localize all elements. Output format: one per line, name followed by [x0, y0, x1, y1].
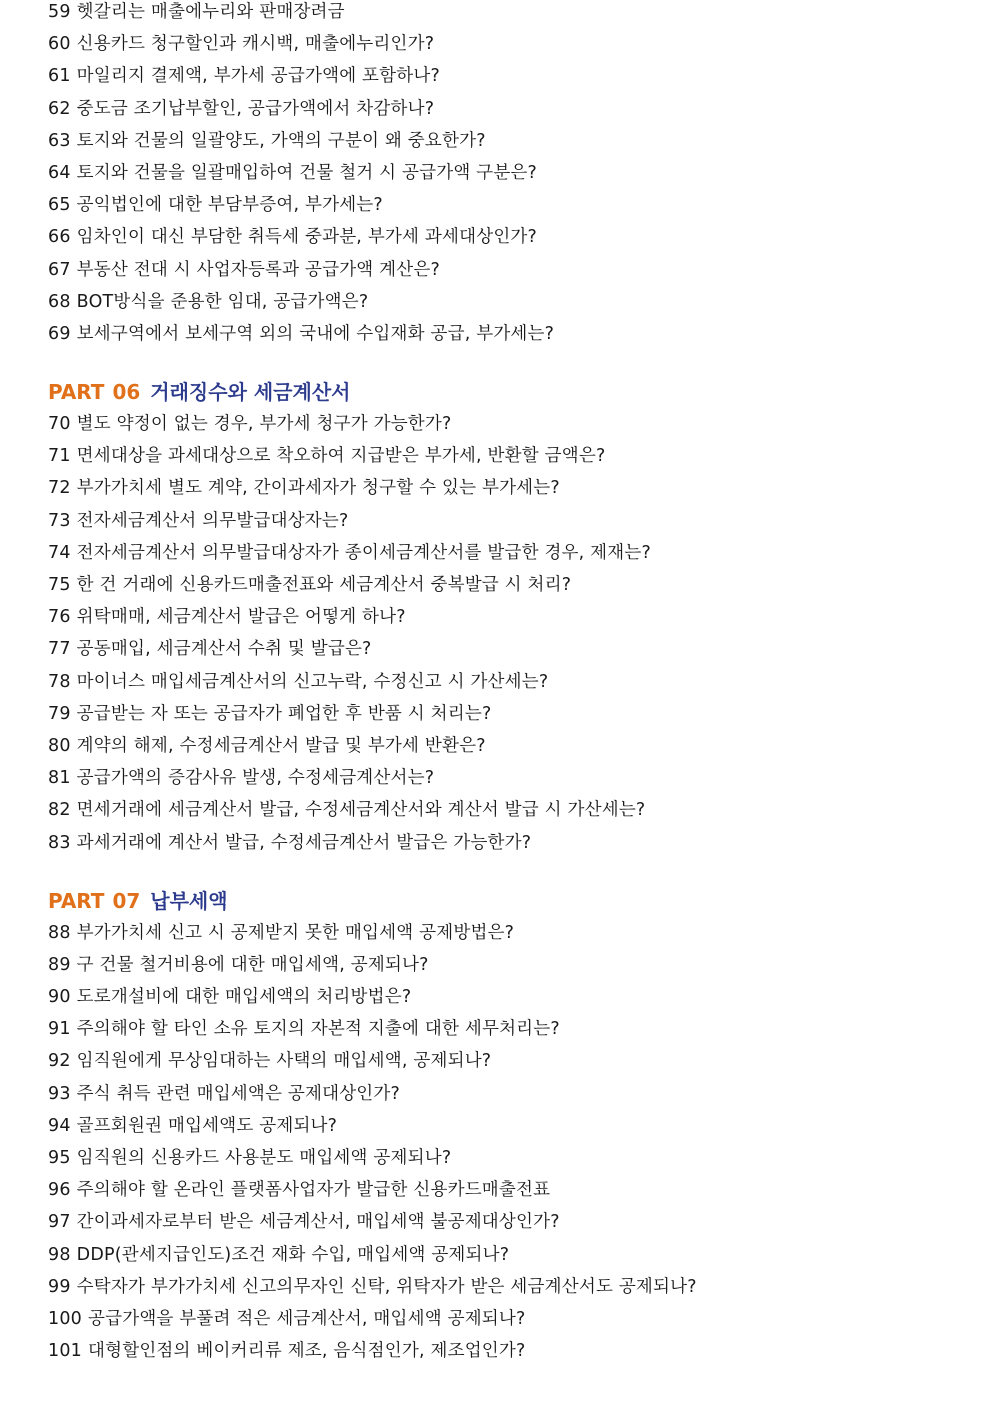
item-number: 93 — [48, 1083, 71, 1104]
item-number: 80 — [48, 735, 71, 756]
list-item — [48, 921, 968, 953]
table-of-contents — [48, 0, 968, 1371]
item-text: 주의해야 할 타인 소유 토지의 자본적 지출에 대한 세무처리는? — [76, 1019, 560, 1040]
item-text: 부동산 전대 시 사업자등록과 공급가액 계산은? — [76, 259, 440, 280]
list-item — [48, 798, 968, 830]
section-a-list — [48, 0, 968, 354]
item-text: 별도 약정이 없는 경우, 부가세 청구가 가능한가? — [76, 414, 452, 435]
item-number: 71 — [48, 446, 71, 467]
list-item — [48, 1146, 968, 1178]
list-item — [48, 985, 968, 1017]
list-item — [48, 129, 968, 161]
part-title: 거래징수와 세금계산서 — [150, 380, 351, 405]
list-item — [48, 1275, 968, 1307]
item-text: BOT방식을 준용한 임대, 공급가액은? — [76, 291, 369, 312]
item-text: 간이과세자로부터 받은 세금계산서, 매입세액 불공제대상인가? — [76, 1212, 560, 1233]
item-text: 대형할인점의 베이커리류 제조, 음식점인가, 제조업인가? — [88, 1341, 526, 1362]
item-number: 67 — [48, 259, 71, 280]
item-text: 위탁매매, 세금계산서 발급은 어떻게 하나? — [76, 607, 406, 628]
list-item — [48, 541, 968, 573]
list-item — [48, 225, 968, 257]
list-item — [48, 161, 968, 193]
item-text: 도로개설비에 대한 매입세액의 처리방법은? — [76, 987, 412, 1008]
list-item — [48, 831, 968, 863]
list-item — [48, 1049, 968, 1081]
list-item — [48, 0, 968, 32]
item-number: 74 — [48, 542, 71, 563]
item-text: 임직원의 신용카드 사용분도 매입세액 공제되나? — [76, 1148, 452, 1168]
list-item — [48, 1017, 968, 1049]
list-item — [48, 64, 968, 96]
list-item — [48, 670, 968, 702]
item-number: 76 — [48, 607, 71, 628]
list-item — [48, 290, 968, 322]
item-number: 92 — [48, 1051, 71, 1072]
part-06-heading — [48, 376, 968, 408]
item-number: 69 — [48, 323, 71, 344]
item-number: 91 — [48, 1019, 71, 1040]
item-text: 주의해야 할 온라인 플랫폼사업자가 발급한 신용카드매출전표 — [76, 1180, 551, 1201]
list-item — [48, 322, 968, 354]
item-number: 62 — [48, 98, 71, 119]
part-07-heading — [48, 885, 968, 917]
item-number: 73 — [48, 510, 71, 531]
item-text: 공익법인에 대한 부담부증여, 부가세는? — [76, 195, 383, 216]
item-number: 99 — [48, 1276, 71, 1297]
list-item — [48, 1210, 968, 1242]
item-text: 골프회원권 매입세액도 공제되나? — [76, 1115, 338, 1136]
item-number: 68 — [48, 291, 71, 312]
item-text: 토지와 건물의 일괄양도, 가액의 구분이 왜 중요한가? — [76, 130, 486, 151]
list-item — [48, 637, 968, 669]
part-label: PART — [48, 888, 105, 913]
item-number: 60 — [48, 34, 71, 55]
item-text: 임차인이 대신 부담한 취득세 중과분, 부가세 과세대상인가? — [76, 227, 538, 248]
item-number: 77 — [48, 639, 71, 660]
item-text: 수탁자가 부가가치세 신고의무자인 신탁, 위탁자가 받은 세금계산서도 공제되나? — [76, 1276, 697, 1297]
item-text: 공급가액의 증감사유 발생, 수정세금계산서는? — [76, 768, 435, 789]
item-text: 중도금 조기납부할인, 공급가액에서 차감하나? — [76, 98, 435, 119]
item-number: 64 — [48, 162, 71, 183]
item-number: 100 — [48, 1308, 83, 1329]
list-item — [48, 476, 968, 508]
part-title: 납부세액 — [150, 888, 228, 913]
part-label: PART — [48, 380, 105, 405]
part-07-list — [48, 921, 968, 1372]
item-text: 임직원에게 무상임대하는 사택의 매입세액, 공제되나? — [76, 1051, 492, 1072]
list-item — [48, 766, 968, 798]
item-number: 79 — [48, 703, 71, 724]
list-item — [48, 734, 968, 766]
item-text: 계약의 해제, 수정세금계산서 발급 및 부가세 반환은? — [76, 735, 486, 756]
list-item — [48, 605, 968, 637]
item-text: 전자세금계산서 의무발급대상자가 종이세금계산서를 발급한 경우, 제재는? — [76, 542, 651, 563]
item-number: 88 — [48, 922, 71, 943]
item-number: 63 — [48, 130, 71, 151]
item-number: 89 — [48, 954, 71, 975]
list-item — [48, 953, 968, 985]
item-number: 81 — [48, 768, 71, 789]
item-number: 70 — [48, 414, 71, 435]
item-text: 마이너스 매입세금계산서의 신고누락, 수정신고 시 가산세는? — [76, 671, 549, 692]
list-item — [48, 444, 968, 476]
list-item — [48, 1339, 968, 1371]
item-number: 65 — [48, 195, 71, 216]
item-number: 72 — [48, 478, 71, 499]
item-number: 96 — [48, 1180, 71, 1201]
list-item — [48, 32, 968, 64]
list-item — [48, 1082, 968, 1114]
item-number: 101 — [48, 1341, 83, 1362]
item-number: 83 — [48, 832, 71, 853]
list-item — [48, 412, 968, 444]
item-number: 97 — [48, 1212, 71, 1233]
item-number: 82 — [48, 800, 71, 821]
item-text: 보세구역에서 보세구역 외의 국내에 수입재화 공급, 부가세는? — [76, 323, 555, 344]
list-item — [48, 193, 968, 225]
item-number: 61 — [48, 66, 71, 87]
item-text: 부가가치세 신고 시 공제받지 못한 매입세액 공제방법은? — [76, 922, 515, 943]
list-item — [48, 1178, 968, 1210]
item-text: 전자세금계산서 의무발급대상자는? — [76, 510, 349, 531]
item-number: 90 — [48, 987, 71, 1008]
list-item — [48, 258, 968, 290]
part-number: 07 — [112, 888, 141, 913]
item-text: 부가가치세 별도 계약, 간이과세자가 청구할 수 있는 부가세는? — [76, 478, 560, 499]
list-item — [48, 1114, 968, 1146]
part-06-list — [48, 412, 968, 863]
item-text: 헷갈리는 매출에누리와 판매장려금 — [76, 2, 345, 22]
part-number: 06 — [112, 380, 141, 405]
item-number: 75 — [48, 575, 71, 595]
list-item — [48, 1243, 968, 1275]
item-text: 마일리지 결제액, 부가세 공급가액에 포함하나? — [76, 66, 440, 87]
item-text: 면세거래에 세금계산서 발급, 수정세금계산서와 계산서 발급 시 가산세는? — [76, 800, 646, 821]
list-item — [48, 702, 968, 734]
item-text: 한 건 거래에 신용카드매출전표와 세금계산서 중복발급 시 처리? — [76, 575, 572, 595]
list-item — [48, 97, 968, 129]
item-text: 공동매입, 세금계산서 수취 및 발급은? — [76, 639, 372, 660]
item-text: 면세대상을 과세대상으로 착오하여 지급받은 부가세, 반환할 금액은? — [76, 446, 606, 467]
item-text: 과세거래에 계산서 발급, 수정세금계산서 발급은 가능한가? — [76, 832, 532, 853]
item-text: 신용카드 청구할인과 캐시백, 매출에누리인가? — [76, 34, 435, 55]
item-number: 98 — [48, 1244, 71, 1265]
list-item — [48, 573, 968, 605]
item-number: 66 — [48, 227, 71, 248]
item-text: 주식 취득 관련 매입세액은 공제대상인가? — [76, 1083, 400, 1104]
item-text: DDP(관세지급인도)조건 재화 수입, 매입세액 공제되나? — [76, 1244, 510, 1265]
item-number: 59 — [48, 2, 71, 22]
item-number: 94 — [48, 1115, 71, 1136]
list-item — [48, 1307, 968, 1339]
list-item — [48, 509, 968, 541]
item-number: 95 — [48, 1148, 71, 1168]
item-text: 구 건물 철거비용에 대한 매입세액, 공제되나? — [76, 954, 429, 975]
item-number: 78 — [48, 671, 71, 692]
item-text: 공급받는 자 또는 공급자가 폐업한 후 반품 시 처리는? — [76, 703, 492, 724]
item-text: 공급가액을 부풀려 적은 세금계산서, 매입세액 공제되나? — [88, 1308, 526, 1329]
item-text: 토지와 건물을 일괄매입하여 건물 철거 시 공급가액 구분은? — [76, 162, 538, 183]
